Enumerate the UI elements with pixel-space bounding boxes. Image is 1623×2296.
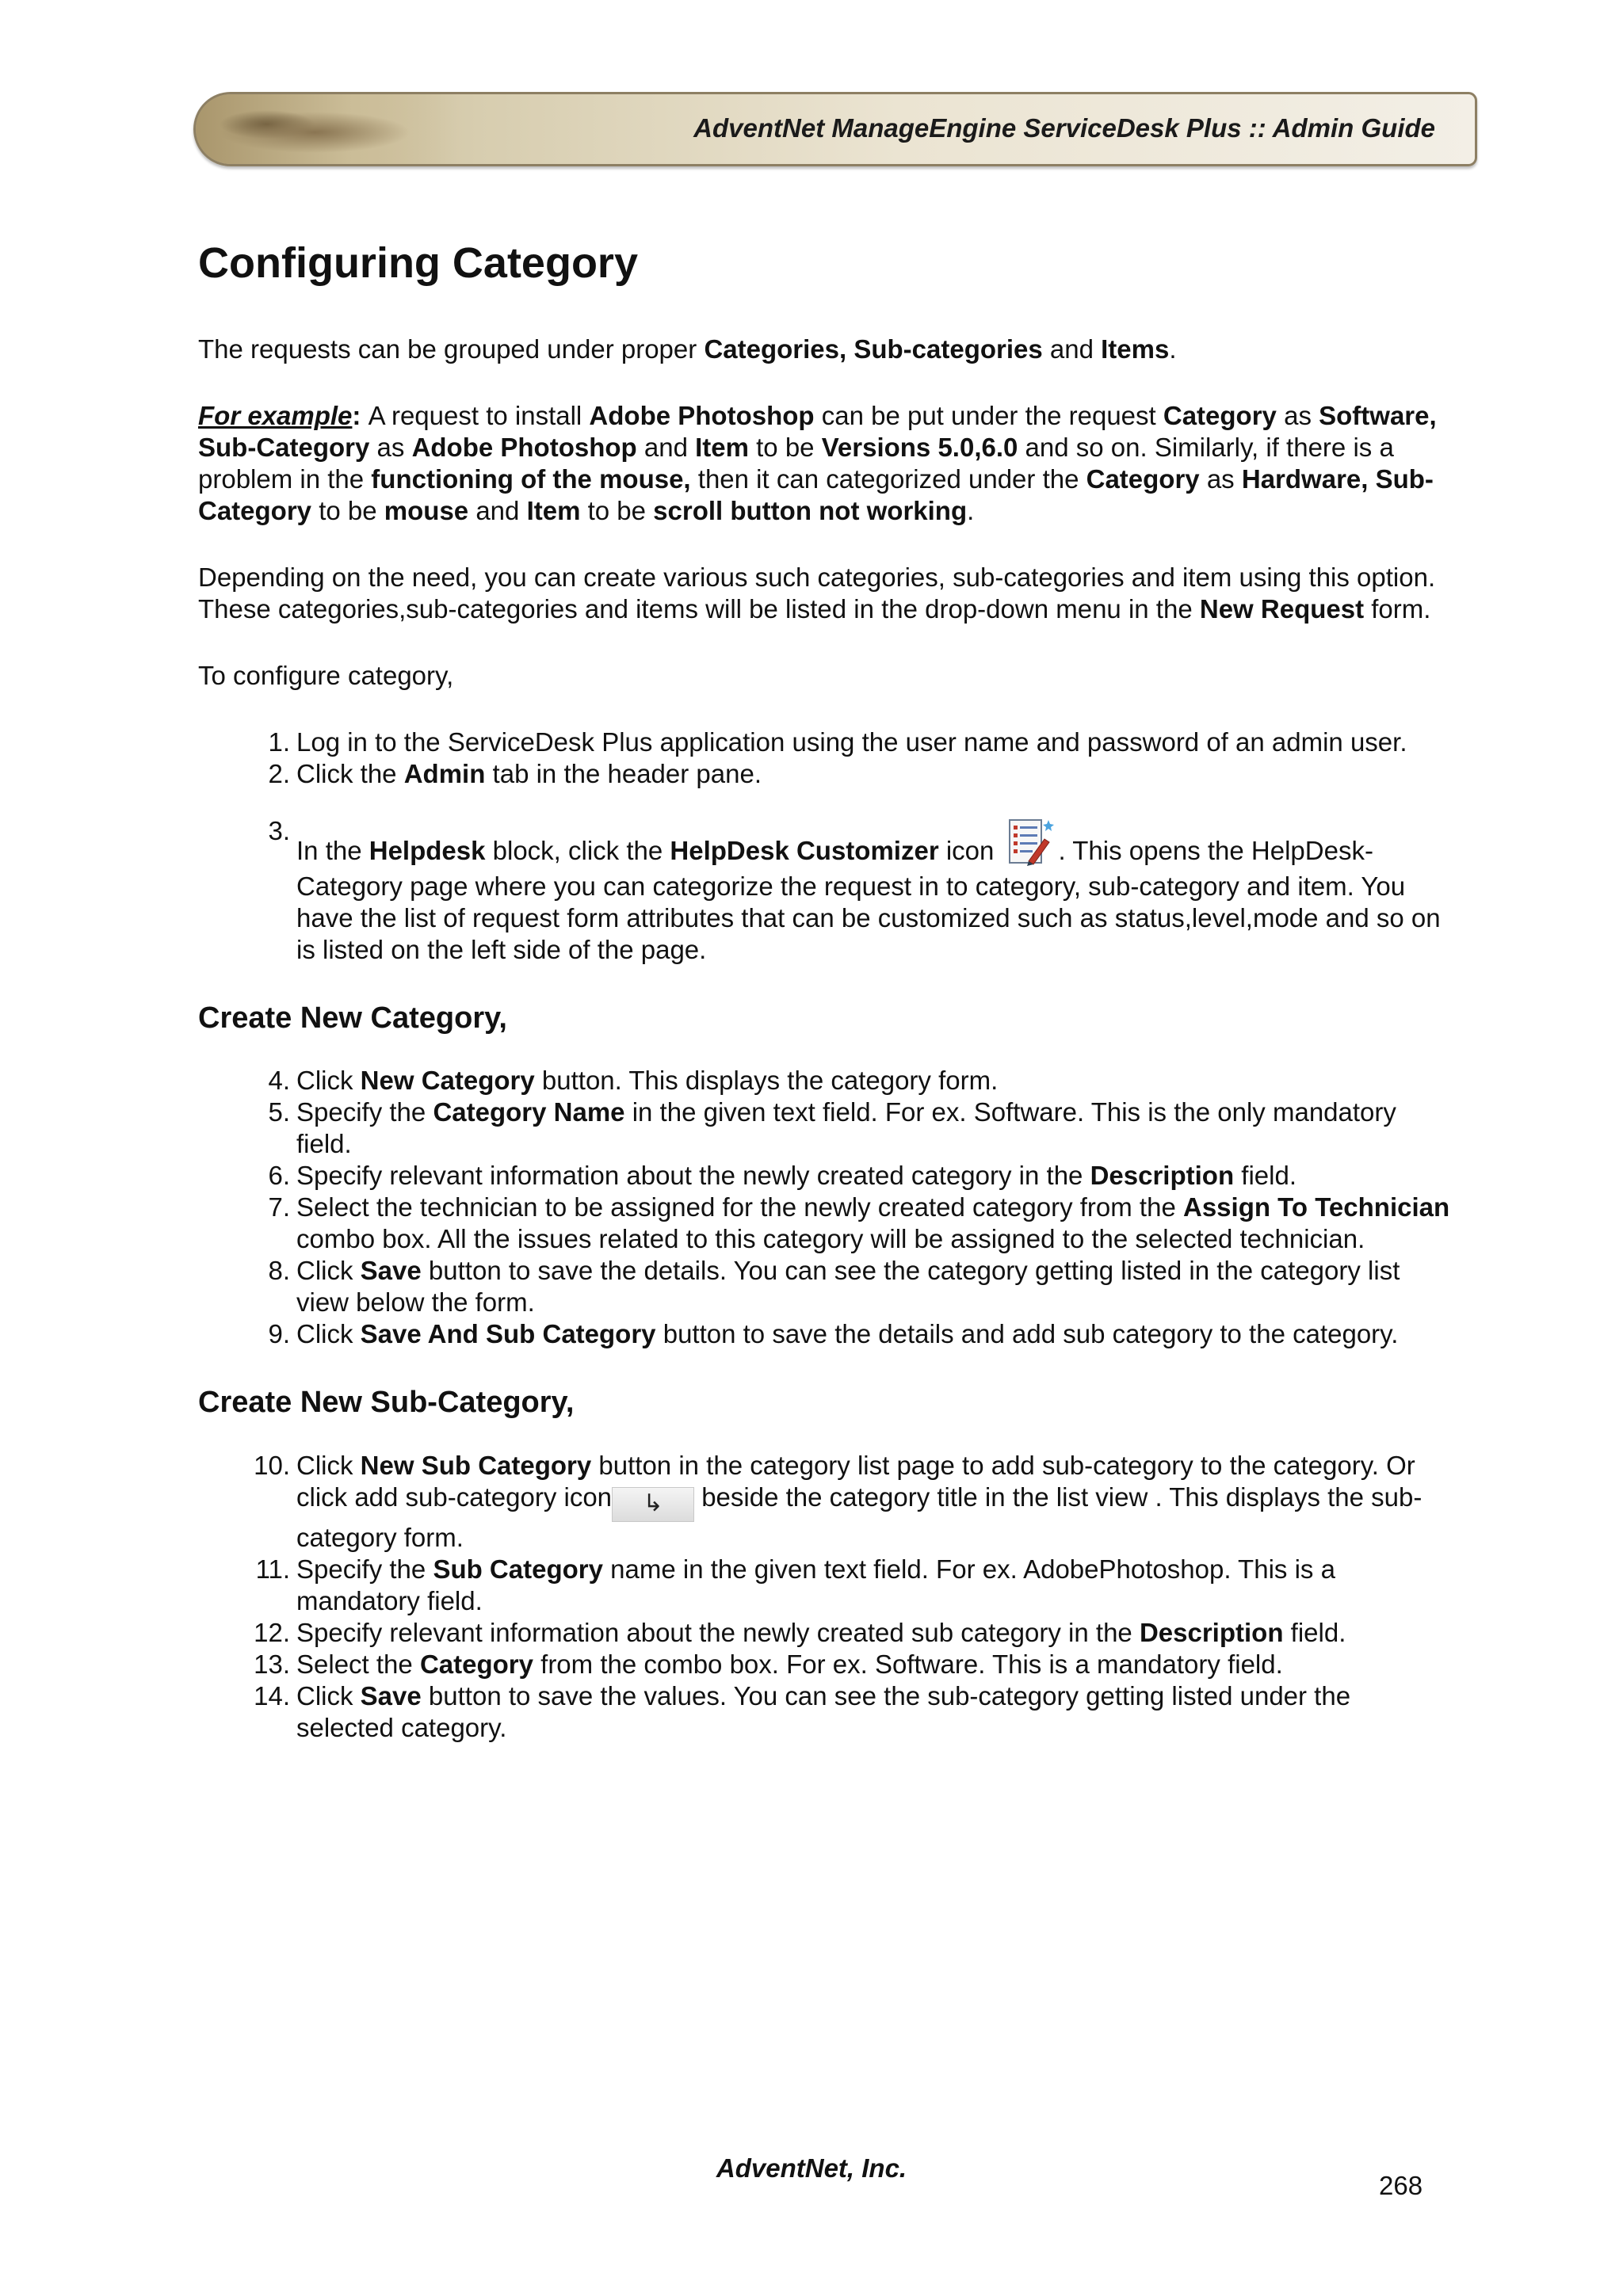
section-heading-subcategory: Create New Sub-Category, bbox=[198, 1386, 575, 1420]
list-item: 8. Click Save button to save the details. You can see the category getting listed in the category list view below the form. bbox=[268, 1256, 1400, 1318]
list-item: 4. Click New Category button. This displays the category form. bbox=[268, 1066, 999, 1096]
header-banner bbox=[193, 92, 1477, 166]
list-item: 6. Specify relevant information about the newly created category in the Description field. bbox=[268, 1161, 1296, 1191]
intro-paragraph: The requests can be grouped under proper Categories, Sub-categories and Items. bbox=[198, 334, 1177, 364]
list-item: 9. Click Save And Sub Category button to save the details and add sub category to the category. bbox=[268, 1319, 1399, 1349]
example-paragraph: For example: A request to install Adobe Photoshop can be put under the request Category as Software, Sub-Category as Adobe Photoshop and Item to be Versions 5.0,6.0 and so on. Similarly, if there is a problem in the functioning of the mouse, then it can categorized under the Category as Hardware, Sub-Category to be mouse and Item to be scroll button not working. bbox=[198, 400, 1437, 525]
list-item: 14. Click Save button to save the values. You can see the sub-category getting listed under the selected category. bbox=[254, 1680, 1351, 1742]
page-title: Configuring Category bbox=[198, 239, 638, 287]
list-item: 2. Click the Admin tab in the header pane. bbox=[268, 758, 762, 788]
header-title: AdventNet ManageEngine ServiceDesk Plus :: Admin Guide bbox=[693, 113, 1435, 143]
list-item: 5. Specify the Category Name in the given text field. For ex. Software. This is the only mandatory field. bbox=[268, 1097, 1396, 1159]
steps-list-category bbox=[198, 1065, 1450, 1350]
helpdesk-customizer-icon bbox=[1005, 815, 1056, 871]
banner-artwork bbox=[196, 94, 457, 164]
example-label: For example bbox=[198, 400, 353, 430]
list-item: 10. Click New Sub Category button in the category list page to add sub-category to the category. Or click add sub-category icon ↳ beside the category title in the list view . This displays the sub-category form. bbox=[254, 1450, 1423, 1552]
footer-company: AdventNet, Inc. bbox=[716, 2153, 907, 2183]
add-subcategory-icon: ↳ bbox=[612, 1487, 694, 1522]
list-item: 3. In the Helpdesk block, click the HelpDesk Customizer icon . This opens the HelpDesk-Category page where you can categorize the request in to category, sub-category and item. You have the list of request form attributes that can be customized such as status,level,mode and so on is listed on the left side of the page. bbox=[268, 815, 1441, 964]
list-item: 11. Specify the Sub Category name in the given text field. For ex. AdobePhotoshop. This is a mandatory field. bbox=[255, 1554, 1335, 1615]
steps-list-setup bbox=[198, 727, 1450, 966]
list-item: 7. Select the technician to be assigned for the newly created category from the Assign To Technician combo box. All the issues related to this category will be assigned to the selected technician. bbox=[268, 1192, 1450, 1254]
list-item: 1. Log in to the ServiceDesk Plus application using the user name and password of an admin user. bbox=[268, 727, 1407, 757]
section-heading-category: Create New Category, bbox=[198, 1001, 507, 1035]
list-item: 12. Specify relevant information about the newly created sub category in the Description field. bbox=[254, 1617, 1346, 1647]
depending-paragraph: Depending on the need, you can create various such categories, sub-categories and item using this option. These categories,sub-categories and items will be listed in the drop-down menu in the New Request form. bbox=[198, 562, 1436, 624]
page-number: 268 bbox=[1379, 2171, 1423, 2200]
list-item: 13. Select the Category from the combo box. For ex. Software. This is a mandatory field. bbox=[254, 1649, 1283, 1679]
configure-intro: To configure category, bbox=[198, 660, 454, 690]
document-body bbox=[198, 238, 1450, 1775]
steps-list-subcategory bbox=[198, 1450, 1450, 1744]
